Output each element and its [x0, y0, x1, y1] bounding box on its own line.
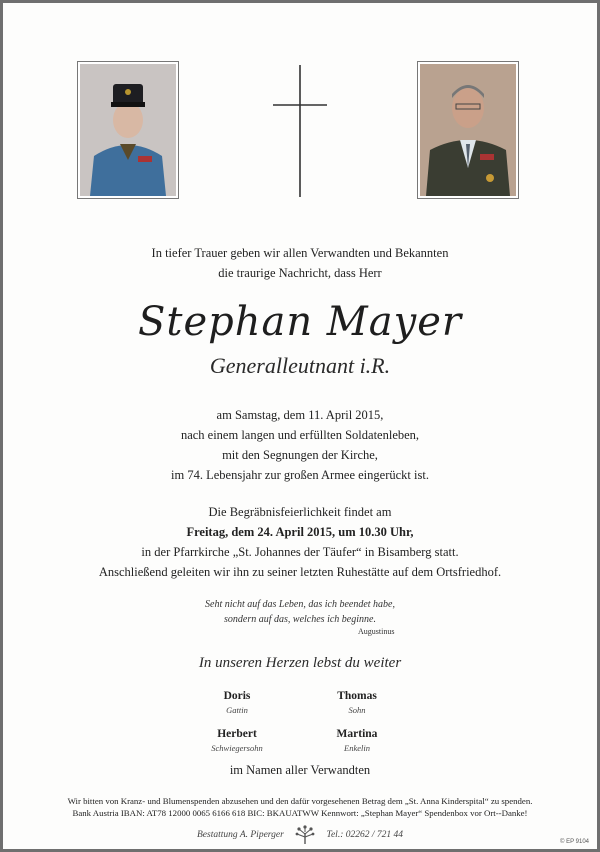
all-relatives: im Namen aller Verwandten: [229, 763, 371, 777]
memorial-phrase: In unseren Herzen lebst du weiter: [198, 655, 402, 671]
family-member: [297, 727, 417, 754]
family-name: Herbert: [217, 728, 257, 740]
portrait-right-image: [420, 64, 516, 196]
funeral-details: [3, 502, 597, 582]
funeral-line-1: Die Begräbnisfeierlichkeit findet am: [208, 505, 392, 519]
donation-line-1: Wir bitten von Kranz- und Blumenspenden abzusehen und den dafür vorgesehenen Betrag dem „St. Anna Kinderspital“ zu spenden.: [67, 796, 533, 806]
quote-line-1: Seht nicht auf das Leben, das ich beendet habe,: [205, 599, 395, 610]
donation-footer: [3, 795, 597, 819]
undertaker-phone: Tel.: 02262 / 721 44: [326, 830, 403, 840]
funeral-date: Freitag, dem 24. April 2015, um 10.30 Uhr,: [186, 525, 414, 539]
donation-line-2: Bank Austria IBAN: AT78 12000 0065 6166 618 BIC: BKAUATWW Kennwort: „Stephan Mayer“ Spendenbox vor Ort--Danke!: [72, 808, 528, 818]
death-line-4: im 74. Lebensjahr zur großen Armee eingerückt ist.: [171, 468, 429, 482]
funeral-church: in der Pfarrkirche „St. Johannes der Täufer“ in Bisamberg statt.: [141, 545, 459, 559]
family-member: [177, 727, 297, 754]
family-name: Thomas: [337, 690, 377, 702]
parte-sheet: [3, 3, 597, 849]
undertaker-name: Bestattung A. Piperger: [196, 830, 284, 840]
death-line-2: nach einem langen und erfüllten Soldatenleben,: [180, 428, 420, 442]
document-code: © EP 9104: [560, 839, 589, 845]
deceased-rank: Generalleutnant i.R.: [209, 353, 391, 378]
death-line-1: am Samstag, dem 11. April 2015,: [216, 408, 384, 422]
family-relation: Enkelin: [344, 743, 370, 753]
family-name: Martina: [336, 728, 378, 740]
death-line-3: mit den Segnungen der Kirche,: [222, 448, 378, 462]
family-relation: Sohn: [348, 705, 366, 715]
death-notice: [3, 405, 597, 485]
family-member: [297, 689, 417, 716]
family-relation: Gattin: [226, 705, 248, 715]
deceased-name: Stephan Mayer: [137, 299, 463, 345]
intro-text: [3, 243, 597, 283]
undertaker-info: [3, 825, 597, 845]
family-name: Doris: [223, 690, 251, 702]
intro-line-1: In tiefer Trauer geben wir allen Verwandten und Bekannten: [151, 246, 449, 260]
family-relation: Schwiegersohn: [211, 743, 263, 753]
portrait-left-image: [80, 64, 176, 196]
intro-line-2: die traurige Nachricht, dass Herr: [218, 266, 382, 280]
quote-line-2: sondern auf das, welches ich beginne.: [224, 614, 376, 625]
family-member: [177, 689, 297, 716]
portrait-photo-left: [77, 61, 179, 199]
cross-icon: [271, 63, 329, 199]
quote-author: Augustinus: [358, 627, 395, 636]
funeral-burial: Anschließend geleiten wir ihn zu seiner letzten Ruhestätte auf dem Ortsfriedhof.: [98, 565, 502, 579]
quote: [3, 597, 597, 627]
portrait-photo-right: [417, 61, 519, 199]
tree-icon: [294, 825, 316, 845]
